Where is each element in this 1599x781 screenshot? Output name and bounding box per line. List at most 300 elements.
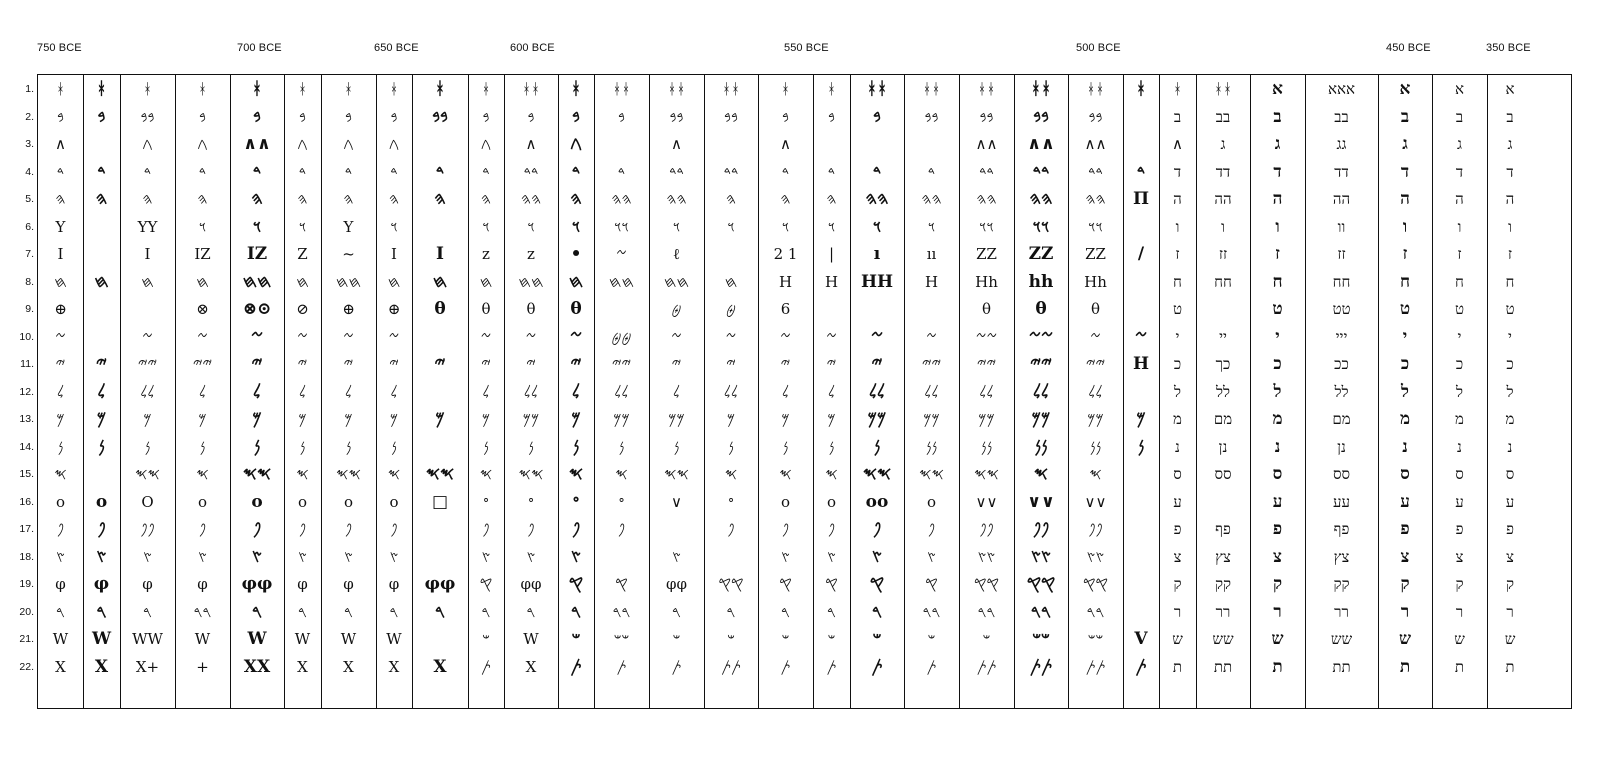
letter-form: נן [1218, 437, 1228, 456]
letter-form: oo [865, 491, 889, 512]
letter-form: 𐤈 [726, 300, 736, 318]
row-number: 21. [19, 633, 34, 645]
letter-form [813, 130, 850, 158]
letter-form: 𐤕 [671, 657, 682, 676]
letter-form: 𐤃 [344, 162, 353, 181]
letter-form: 𐤃 [56, 162, 65, 181]
letter-form: o [826, 492, 837, 511]
letter-form: 𐤐 [298, 520, 307, 538]
letter-form: 𐤌 [198, 410, 207, 428]
letter-form [1196, 488, 1250, 516]
letter-form: 𐤃𐤃 [669, 162, 684, 181]
script-column [1068, 75, 1123, 708]
letter-form: כ [1400, 354, 1410, 374]
letter-form: 𐤎 [825, 465, 838, 483]
letter-form: 𐤇 [568, 271, 584, 292]
letter-form: IZ [246, 244, 268, 264]
letter-form: W [294, 630, 311, 648]
script-column [376, 75, 412, 708]
letter-form: ⊗⊙ [242, 299, 272, 319]
letter-form: ש [1172, 630, 1183, 648]
letter-form: 𐤆 [569, 326, 583, 347]
letter-form: ע [1173, 492, 1182, 511]
script-column [230, 75, 284, 708]
letter-form: 𐤐𐤐 [140, 520, 155, 538]
letter-form: זז [1218, 245, 1228, 263]
letter-form: o [780, 492, 791, 511]
letter-form: 𐤑 [298, 547, 307, 566]
letter-form: ז [1175, 245, 1180, 263]
script-column [1305, 75, 1378, 708]
letter-form: 𐤋 [672, 382, 681, 401]
row-number: 4. [25, 165, 34, 178]
letter-form: ל [1506, 382, 1514, 401]
letter-form: 𐤔𐤔 [613, 630, 630, 648]
letter-form: φ [297, 575, 308, 593]
letter-form: 𐤓 [251, 601, 263, 622]
letter-form: ד [1400, 161, 1410, 182]
letter-form: X [433, 656, 447, 677]
letter-form: 𐤏 [483, 492, 489, 511]
letter-form: ᚼ [481, 80, 491, 98]
letter-form [1123, 130, 1159, 158]
letter-form: 𐤂 [388, 135, 400, 153]
letter-form: 𐤑𐤑 [1030, 546, 1052, 567]
letter-form: נן [1337, 437, 1346, 456]
letter-form [1123, 213, 1159, 241]
letter-form: 𐤐 [344, 520, 353, 538]
letter-form: 𐤉 [871, 354, 883, 374]
letter-form: 𐤔 [672, 630, 681, 648]
letter-form: 𐤑 [481, 547, 491, 566]
letter-form: θ [526, 300, 536, 318]
letter-form: 𐤓 [481, 602, 491, 621]
letter-form: רר [1334, 602, 1349, 621]
letter-form: צץ [1333, 547, 1350, 566]
letter-form: ⊕ [387, 300, 401, 318]
letter-form: ס [1455, 465, 1464, 483]
letter-form: 𐤋𐤋 [723, 382, 739, 401]
letter-form: 𐤔 [727, 630, 735, 648]
letter-form: ד [1455, 162, 1464, 181]
letter-form: ק [1173, 575, 1182, 593]
letter-form: ג [1457, 135, 1462, 153]
letter-form [412, 378, 468, 406]
letter-form: 𐤄 [251, 189, 263, 209]
letter-form: 𐤍 [391, 437, 397, 456]
letter-form: 𐤏 [618, 492, 625, 511]
letter-form: ע [1455, 492, 1464, 511]
letter-form: 𐤇 [479, 272, 493, 291]
letter-form: 𐤎𐤎 [664, 465, 689, 483]
letter-form: 𐤇𐤇 [518, 272, 544, 291]
letter-form: ᚼᚼ [1213, 80, 1232, 98]
letter-form: ı [873, 244, 881, 264]
letter-form: 𐤉 [570, 354, 582, 374]
row-number: 8. [25, 275, 34, 288]
letter-form: 𐤋 [252, 381, 262, 402]
letter-form: ט [1272, 299, 1283, 319]
letter-form: 𐤆 [142, 327, 153, 346]
letter-form: הה [1214, 190, 1232, 208]
letter-form: 𐤁 [572, 106, 580, 127]
date-label-750: 750 BCE [37, 42, 82, 54]
letter-form: ו [1402, 216, 1408, 237]
row-number: 6. [25, 220, 34, 233]
letter-form: ᚼᚼ [977, 80, 996, 98]
letter-form: אאא [1327, 80, 1355, 98]
letter-form: 𐤃 [198, 162, 207, 181]
letter-form: 𐤄𐤄 [865, 189, 889, 209]
letter-form: 𐤎 [1033, 464, 1049, 484]
letter-form: Π [1132, 189, 1150, 209]
letter-form: ח [1272, 271, 1283, 292]
letter-form [412, 543, 468, 571]
letter-form: ~ [342, 245, 355, 263]
letter-form: 𐤓 [570, 601, 582, 622]
letter-form: 𐤆 [250, 326, 264, 347]
letter-form: 𐤁 [782, 107, 789, 126]
letter-form: 𐤎 [724, 465, 738, 483]
letter-form: ר [1173, 602, 1182, 621]
letter-form: 𐤑 [827, 547, 836, 566]
letter-form [412, 130, 468, 158]
letter-form [83, 130, 120, 158]
letter-form: מ [1173, 410, 1182, 428]
letter-form: 𐤍 [528, 437, 534, 456]
letter-form: 𐤓𐤓 [193, 602, 212, 621]
letter-form: ᚼ [197, 80, 207, 98]
letter-form: 𐤉𐤉 [192, 355, 213, 373]
letter-form: ⊘ [296, 300, 309, 318]
letter-form: ס [1400, 464, 1410, 484]
script-column [468, 75, 504, 708]
letter-form: 𐤌 [726, 410, 736, 428]
letter-form: □ [431, 491, 449, 512]
letter-form: ר [1506, 602, 1514, 621]
letter-form: ᚼ [1135, 79, 1147, 99]
script-column [850, 75, 904, 708]
letter-form: φφ [665, 575, 687, 593]
letter-form: WW [132, 630, 163, 648]
letter-form: 𐤏 [572, 491, 580, 512]
letter-form: נ [1402, 436, 1408, 457]
letter-form: 𐤓𐤓 [922, 602, 941, 621]
letter-form: ᚼ [826, 80, 836, 98]
letter-form: H [924, 272, 939, 291]
letter-form: φ [388, 575, 400, 593]
letter-form: IZ [194, 245, 211, 263]
letter-form: 𐤂 [142, 135, 153, 153]
letter-form: 𐤃 [571, 161, 581, 182]
row-number: 11. [20, 358, 34, 370]
script-column [813, 75, 850, 708]
row-number: 1. [25, 83, 34, 95]
letter-form: נ [1274, 436, 1281, 457]
letter-form: 𐤉 [526, 355, 536, 373]
letter-form: 𐤐𐤐 [979, 520, 994, 538]
letter-form: 𐤁𐤁 [979, 107, 994, 126]
letter-form: 𐤌𐤌 [923, 410, 940, 428]
letter-form: טט [1332, 300, 1351, 318]
letter-form: 𐤄 [826, 190, 837, 208]
letter-form: 𐤁𐤁 [140, 107, 155, 126]
letter-form: ת [1172, 657, 1183, 676]
letter-form: 𐤃 [482, 162, 490, 181]
letter-form: ∧∧ [1027, 134, 1055, 154]
letter-form: φ [93, 574, 110, 594]
letter-form: 𐤌 [252, 409, 262, 429]
letter-form: 𐤍 [483, 437, 489, 456]
letter-form: 𐤅𐤅 [979, 217, 994, 236]
letter-form: ∨∨ [1027, 491, 1055, 512]
letter-form: 𐤕𐤕 [1085, 657, 1106, 676]
letter-form: Y [343, 217, 354, 236]
letter-form: כך [1215, 355, 1231, 373]
letter-form: 𐤄 [95, 189, 108, 209]
letter-form: ᚼ [434, 79, 446, 99]
letter-form: 𐤕 [926, 657, 937, 676]
letter-form [704, 240, 758, 268]
letter-form: 𐤋 [198, 382, 207, 401]
letter-form: 𐤐 [571, 519, 581, 539]
letter-form: פ [1272, 519, 1283, 539]
letter-form: צ [1400, 546, 1410, 567]
letter-form [83, 460, 120, 488]
letter-form: ע [1272, 491, 1283, 512]
letter-form [412, 625, 468, 653]
letter-form: 𐤐 [827, 520, 836, 538]
letter-form: 𐤄 [780, 190, 791, 208]
letter-form: ג [1274, 134, 1281, 154]
letter-form: I [391, 245, 397, 263]
letter-form: י [1175, 327, 1180, 346]
letter-form: W [523, 630, 539, 648]
script-column [1014, 75, 1068, 708]
letter-form: 𐤓 [526, 602, 536, 621]
letter-form: 𐤎 [296, 465, 309, 483]
letter-form: 𐤍𐤍 [1089, 437, 1102, 456]
script-column [175, 75, 230, 708]
letter-form: o [297, 492, 308, 511]
script-column [1250, 75, 1305, 708]
letter-form: ∧ [671, 135, 682, 153]
script-column [704, 75, 758, 708]
letter-form [1123, 515, 1159, 543]
letter-form: נ [1507, 437, 1513, 456]
letter-form: לל [1334, 382, 1349, 401]
row-number: 14. [19, 440, 34, 453]
letter-form: 𐤅 [672, 217, 681, 236]
letter-form: o [926, 492, 937, 511]
letter-form: YY [137, 217, 158, 236]
letter-form: 𐤑 [871, 546, 882, 567]
letter-form: ג [1507, 135, 1513, 153]
letter-form: סס [1214, 465, 1232, 483]
letter-form [1123, 543, 1159, 571]
letter-form: Hh [1084, 272, 1107, 291]
letter-form: 𐤎𐤎 [242, 464, 272, 484]
letter-form: 𐤆 [1090, 327, 1101, 346]
letter-form: 𐤆 [616, 245, 627, 263]
letter-form [1123, 488, 1159, 516]
letter-form: ק [1455, 575, 1464, 593]
letter-form: 𐤍 [618, 437, 625, 456]
letter-form: ג [1220, 135, 1226, 153]
letter-form: ᚼᚼ [667, 80, 686, 98]
letter-form: ת [1272, 656, 1283, 677]
letter-form [850, 295, 904, 323]
letter-form: 𐤍 [98, 436, 105, 457]
letter-form: 𐤑 [672, 547, 681, 566]
alphabet-chart [37, 74, 1572, 709]
script-column [1159, 75, 1196, 708]
letter-form: 𐤓 [827, 602, 836, 621]
letter-form: י [1402, 326, 1408, 347]
letter-form: 𐤓 [672, 602, 681, 621]
letter-form: ש [1454, 630, 1465, 648]
row-number: 3. [25, 138, 34, 150]
letter-form: 𐤕𐤕 [976, 657, 997, 676]
letter-form: ᚼ [780, 80, 790, 98]
letter-form: צ [1173, 547, 1182, 566]
letter-form: 𐤋 [571, 381, 581, 402]
letter-form: 𐤏 [528, 492, 534, 511]
letter-form: 𐤇 [94, 271, 109, 292]
letter-form: 𐤂 [297, 135, 308, 153]
letter-form: 𐤎 [479, 465, 493, 483]
letter-form: 𐤁 [482, 107, 490, 126]
letter-form: 𐤄 [570, 189, 582, 209]
letter-form: 𐤑 [570, 546, 581, 567]
letter-form: 𐤍 [253, 436, 261, 457]
letter-form: ב [1455, 107, 1464, 126]
letter-form: 𐤍 [728, 437, 734, 456]
row-number: 15. [19, 468, 34, 480]
letter-form: 𐤓 [298, 602, 307, 621]
letter-form: 𐤉 [434, 354, 446, 374]
letter-form: 𐤋 [298, 382, 307, 401]
letter-form: 𐤎𐤎 [919, 465, 944, 483]
letter-form: + [196, 657, 209, 676]
script-column [38, 75, 83, 708]
letter-form: 𐤄𐤄 [611, 190, 632, 208]
letter-form: 𐤉𐤉 [1030, 354, 1052, 374]
letter-form: o [251, 491, 263, 512]
letter-form: לל [1215, 382, 1231, 401]
letter-form: 𐤓 [781, 602, 790, 621]
letter-form: 𐤐 [390, 520, 398, 538]
letter-form: ת [1505, 657, 1515, 676]
letter-form: 𐤄 [55, 190, 66, 208]
letter-form: 𐤋 [344, 382, 353, 401]
letter-form: z [527, 245, 535, 263]
letter-form: 𐤓 [143, 602, 152, 621]
letter-form: 𐤌 [96, 409, 107, 429]
letter-form: 𐤃 [143, 162, 152, 181]
letter-form: ∧∧ [1084, 135, 1107, 153]
letter-form: 𐤉 [343, 355, 354, 373]
letter-form: א [1454, 80, 1464, 98]
letter-form: 𐤇 [387, 272, 401, 291]
letter-form: 𐤍 [345, 437, 352, 456]
script-column [1432, 75, 1487, 708]
letter-form: 𐤋 [781, 382, 790, 401]
letter-form: 𐤁 [253, 106, 261, 127]
letter-form [412, 323, 468, 351]
letter-form: ב [1400, 106, 1410, 127]
letter-form: X [525, 657, 537, 676]
letter-form: 𐤇 [432, 271, 448, 292]
script-column [904, 75, 959, 708]
letter-form: שש [1330, 630, 1353, 648]
script-column [504, 75, 558, 708]
letter-form: θ [481, 300, 491, 318]
letter-form: φφ [520, 575, 542, 593]
letter-form [594, 543, 649, 571]
letter-form: 𐤑 [198, 547, 207, 566]
letter-form: 𐤍𐤍 [980, 437, 993, 456]
letter-form: 𐤅 [252, 216, 262, 237]
letter-form: ס [1272, 464, 1283, 484]
letter-form: 𐤅 [872, 216, 882, 237]
letter-form [904, 130, 959, 158]
letter-form: 𐤎𐤎 [862, 464, 892, 484]
letter-form: ש [1271, 629, 1284, 649]
letter-form: ככ [1334, 355, 1349, 373]
letter-form: פ [1506, 520, 1514, 538]
letter-form: מ [1272, 409, 1283, 429]
letter-form: 𐤐𐤐 [1088, 520, 1103, 538]
letter-form: 𐤑 [96, 546, 107, 567]
letter-form [649, 515, 704, 543]
letter-form: הה [1332, 190, 1351, 208]
letter-form: כ [1506, 355, 1514, 373]
letter-form: 𐤋 [482, 382, 490, 401]
letter-form: 𐤁𐤁 [669, 107, 684, 126]
letter-form: 𐤁 [57, 107, 64, 126]
letter-form: ש [1504, 630, 1516, 648]
letter-form: דד [1334, 162, 1349, 181]
letter-form: 𐤒 [925, 575, 938, 593]
letter-form: ∨ [671, 492, 682, 511]
letter-form: 𐤍 [199, 437, 206, 456]
row-number: 10. [19, 330, 34, 343]
letter-form: 𐤑𐤑 [1086, 547, 1105, 566]
letter-form: ᚼ [55, 80, 65, 98]
letter-form: Z [297, 245, 308, 263]
letter-form: מ [1455, 410, 1464, 428]
letter-form: ז [1507, 245, 1513, 263]
letter-form [1196, 295, 1250, 323]
letter-form: 𐤍 [782, 437, 789, 456]
letter-form: 𐤓 [96, 601, 107, 622]
letter-form: 𐤉 [389, 355, 399, 373]
letter-form: 𐤓 [389, 602, 399, 621]
letter-form: סס [1332, 465, 1351, 483]
letter-form: 𐤃𐤃 [979, 162, 994, 181]
letter-form: 𐤃 [827, 162, 836, 181]
letter-form: 𐤓 [56, 602, 65, 621]
letter-form: 𐤉 [96, 354, 107, 374]
script-column [959, 75, 1014, 708]
letter-form: 𐤎𐤎 [336, 465, 361, 483]
letter-form: 𐤅 [298, 217, 307, 236]
letter-form: א [1272, 79, 1283, 99]
letter-form: 𐤌𐤌 [978, 410, 995, 428]
letter-form: 𐤍 [299, 437, 306, 456]
letter-form: 𐤌 [781, 410, 790, 428]
